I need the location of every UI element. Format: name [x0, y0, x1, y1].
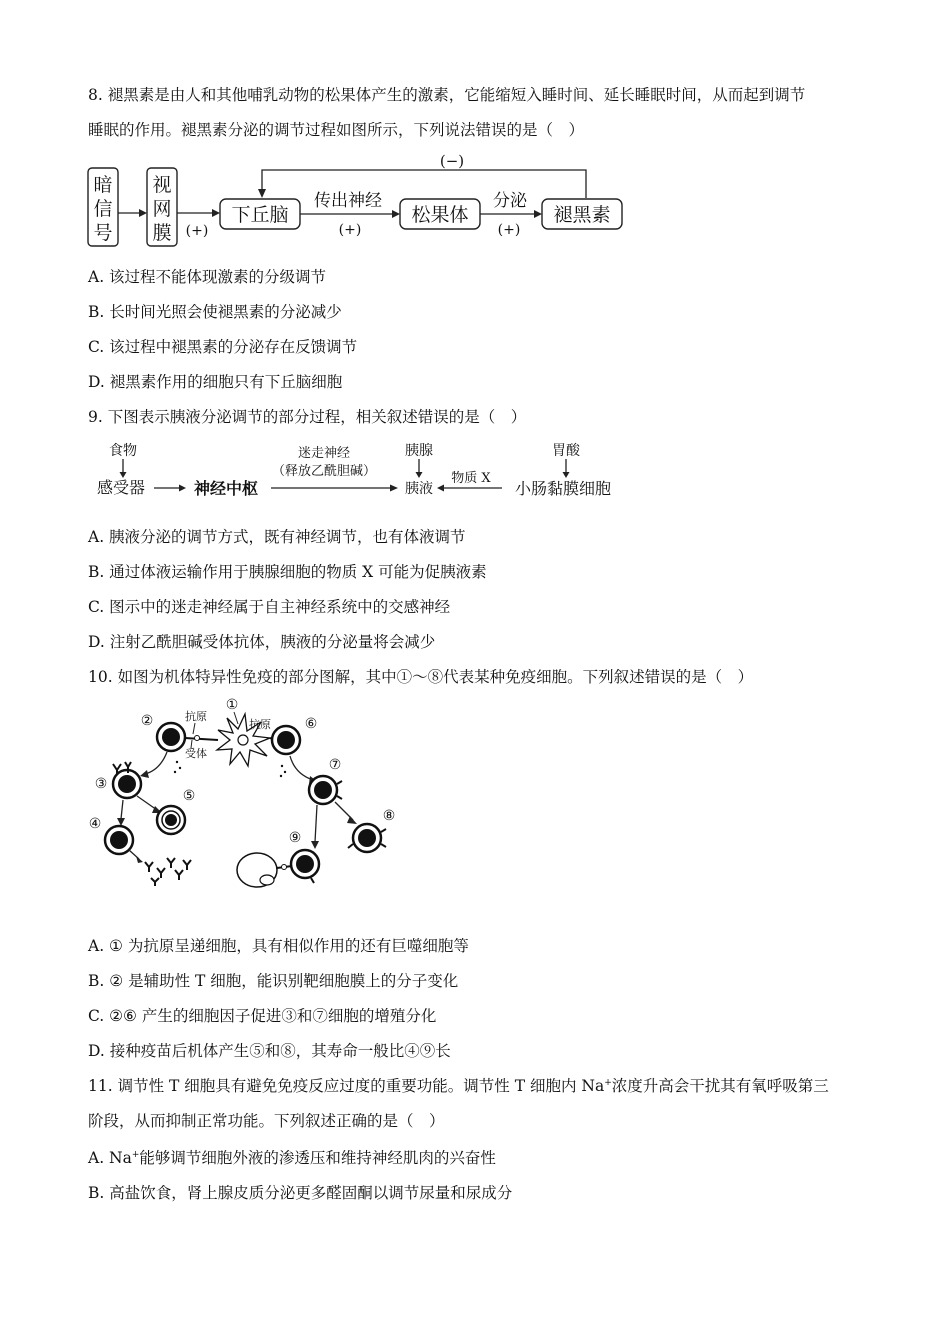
cell-6 [272, 726, 300, 754]
q8-stem-line1: 8. 褪黑素是由人和其他哺乳动物的松果体产生的激素，它能缩短入睡时间、延长睡眠时间，从而起到调节 [88, 86, 806, 104]
q9-substance-x: 物质 X [451, 471, 491, 486]
q9-option-a: A. 胰液分泌的调节方式，既有神经调节，也有体液调节 [88, 528, 466, 546]
svg-text:④: ④ [88, 816, 102, 832]
svg-text:②: ② [140, 713, 154, 729]
cell-4 [105, 826, 133, 854]
q10-diagram [85, 692, 415, 897]
target-cell [237, 853, 277, 887]
q9-food: 食物 [109, 443, 137, 459]
cell-5 [157, 806, 185, 834]
cell-2 [157, 723, 185, 751]
q8-diagram [80, 148, 640, 250]
cell-9 [291, 850, 319, 883]
svg-text:(+): (+) [497, 222, 521, 238]
svg-text:③: ③ [94, 776, 108, 792]
svg-text:膜: 膜 [152, 222, 172, 244]
q9-option-d: D. 注射乙酰胆碱受体抗体，胰液的分泌量将会减少 [88, 633, 436, 651]
q9-mucosa: 小肠黏膜细胞 [514, 479, 612, 498]
q8-stem-line2: 睡眠的作用。褪黑素分泌的调节过程如图所示，下列说法错误的是（ ） [88, 121, 585, 139]
q8-option-d: D. 褪黑素作用的细胞只有下丘脑细胞 [88, 373, 343, 391]
svg-text:松果体: 松果体 [411, 204, 469, 226]
q10-option-c: C. ②⑥ 产生的细胞因子促进③和⑦细胞的增殖分化 [88, 1007, 437, 1025]
q9-vagus: 迷走神经 [297, 446, 351, 461]
svg-text:褪黑素: 褪黑素 [553, 204, 611, 226]
q10-option-a: A. ① 为抗原呈递细胞，具有相似作用的还有巨噬细胞等 [88, 937, 469, 955]
q9-release: （释放乙酰胆碱） [271, 464, 377, 479]
svg-text:⑧: ⑧ [382, 808, 396, 824]
cell-8 [348, 824, 386, 852]
q9-stem: 9. 下图表示胰液分泌调节的部分过程，相关叙述错误的是（ ） [88, 408, 527, 426]
q9-center: 神经中枢 [193, 479, 259, 498]
svg-text:⑥: ⑥ [304, 716, 318, 732]
svg-text:传出神经: 传出神经 [314, 191, 382, 211]
q9-option-b: B. 通过体液运输作用于胰腺细胞的物质 X 可能为促胰液素 [88, 563, 487, 581]
svg-text:分泌: 分泌 [493, 191, 527, 211]
q9-receptor: 感受器 [96, 478, 146, 497]
q11-stem-line1: 11. 调节性 T 细胞具有避免免疫反应过度的重要功能。调节性 T 细胞内 Na+浓度升高会干扰其有氧呼吸第三 [88, 1077, 829, 1095]
q9-diagram [88, 440, 628, 505]
cell-3 [113, 762, 141, 798]
svg-text:下丘脑: 下丘脑 [231, 204, 289, 226]
q8-minus-label: (−) [439, 152, 465, 170]
svg-text:⑦: ⑦ [328, 757, 342, 773]
antigen-right-label: 抗原 [249, 718, 271, 731]
antibodies-icon [145, 858, 191, 886]
svg-text:⑨: ⑨ [288, 830, 302, 846]
svg-text:信: 信 [93, 198, 113, 220]
receptor-label: 受体 [185, 747, 207, 760]
q9-option-c: C. 图示中的迷走神经属于自主神经系统中的交感神经 [88, 598, 451, 616]
q10-option-b: B. ② 是辅助性 T 细胞，能识别靶细胞膜上的分子变化 [88, 972, 459, 990]
q11-stem-line2: 阶段，从而抑制正常功能。下列叙述正确的是（ ） [88, 1112, 445, 1130]
svg-text:视: 视 [152, 174, 172, 196]
q11-option-b: B. 高盐饮食，肾上腺皮质分泌更多醛固酮以调节尿量和尿成分 [88, 1184, 513, 1202]
q10-option-d: D. 接种疫苗后机体产生⑤和⑧，其寿命一般比④⑨长 [88, 1042, 451, 1060]
cell-7 [309, 776, 342, 804]
q11-option-a: A. Na+能够调节细胞外液的渗透压和维持神经肌肉的兴奋性 [88, 1149, 496, 1167]
q9-acid: 胃酸 [552, 443, 580, 459]
q8-option-c: C. 该过程中褪黑素的分泌存在反馈调节 [88, 338, 358, 356]
label-1: ① [225, 697, 239, 713]
q9-pancreas: 胰腺 [405, 443, 433, 459]
svg-text:网: 网 [152, 198, 172, 220]
q8-option-b: B. 长时间光照会使褪黑素的分泌减少 [88, 303, 342, 321]
svg-text:(+): (+) [185, 223, 209, 239]
q8-option-a: A. 该过程不能体现激素的分级调节 [88, 268, 327, 286]
svg-text:暗: 暗 [93, 174, 113, 196]
q10-stem: 10. 如图为机体特异性免疫的部分图解，其中①～⑧代表某种免疫细胞。下列叙述错误的是（ ） [88, 668, 754, 686]
svg-text:(+): (+) [338, 222, 362, 238]
q9-juice: 胰液 [405, 481, 433, 497]
svg-text:号: 号 [93, 222, 113, 244]
svg-text:⑤: ⑤ [182, 788, 196, 804]
antigen-left-label: 抗原 [185, 710, 207, 723]
